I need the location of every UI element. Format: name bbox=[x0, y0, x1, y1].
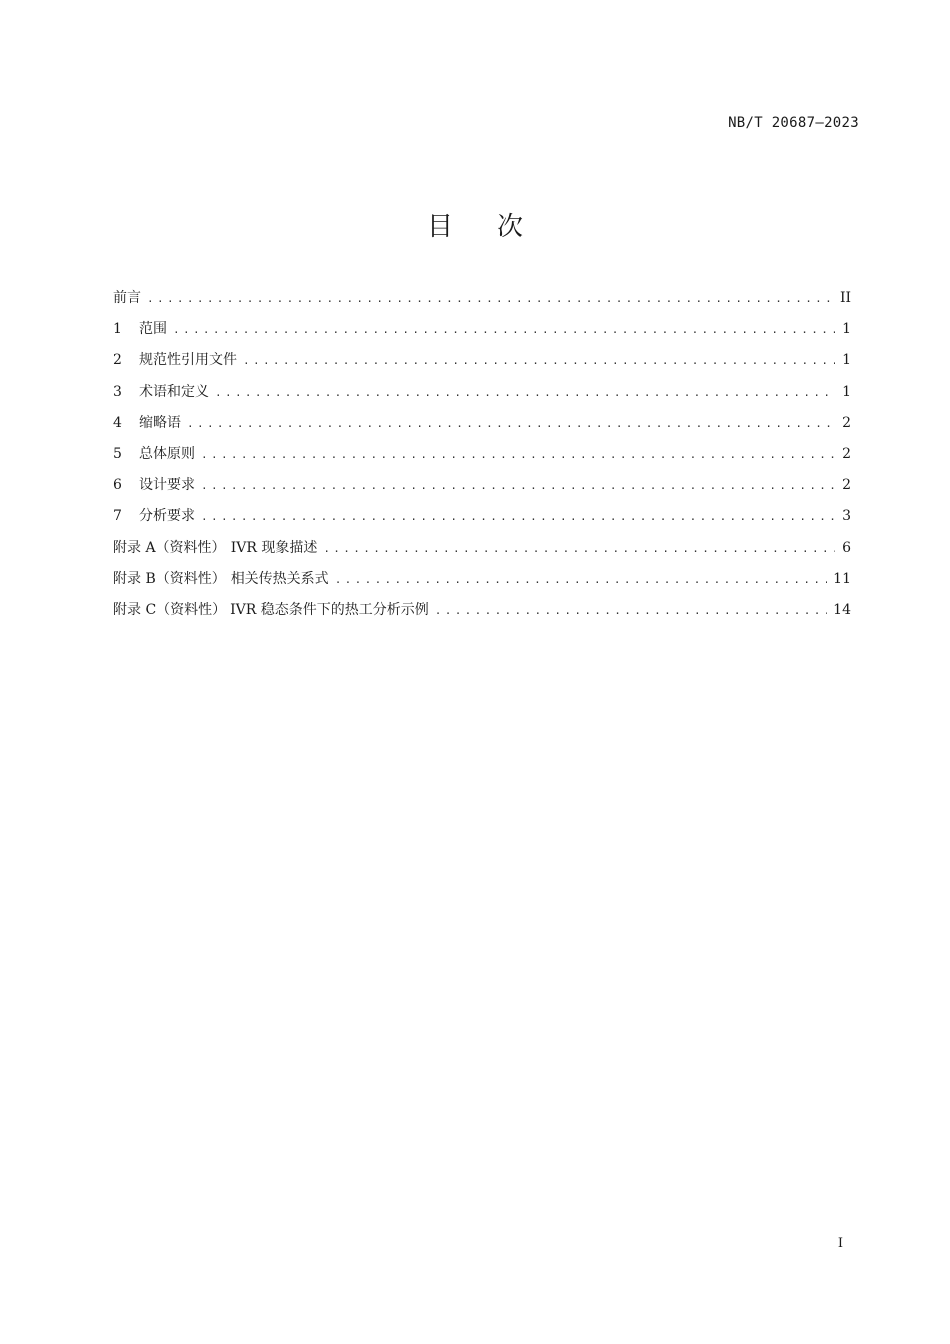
toc-entry-label: 总体原则 bbox=[139, 445, 195, 462]
toc-page-number: 3 bbox=[842, 508, 851, 525]
toc-entry-number: 4 bbox=[113, 414, 122, 431]
toc-entry-5[interactable] bbox=[113, 439, 851, 470]
toc-entry-label: IVR 稳态条件下的热工分析示例 bbox=[230, 601, 429, 618]
toc-annex-prefix: 附录 A（资料性） bbox=[113, 539, 226, 556]
toc-leader-dots bbox=[147, 283, 834, 314]
toc-entry-number: 2 bbox=[113, 352, 122, 369]
toc-entry-label: IVR 现象描述 bbox=[230, 539, 318, 556]
page-number: I bbox=[837, 1236, 843, 1251]
toc-leader-dots bbox=[201, 470, 835, 501]
toc-leader-dots bbox=[201, 501, 835, 532]
toc-leader-dots bbox=[201, 439, 835, 470]
toc-entry-number: 3 bbox=[113, 383, 122, 400]
toc-entry-number: 7 bbox=[113, 508, 122, 525]
toc-page-number: 2 bbox=[842, 445, 851, 462]
toc-entry-7[interactable] bbox=[113, 501, 851, 532]
toc-entry-foreword[interactable] bbox=[113, 283, 851, 314]
toc-entry-label: 规范性引用文件 bbox=[139, 352, 237, 369]
toc-entry-annex-c[interactable] bbox=[113, 595, 851, 626]
toc-entry-label: 范围 bbox=[139, 321, 167, 338]
table-of-contents bbox=[113, 283, 851, 626]
toc-entry-4[interactable] bbox=[113, 408, 851, 439]
toc-page-number: II bbox=[839, 290, 851, 306]
toc-leader-dots bbox=[323, 533, 835, 564]
toc-page-number: 11 bbox=[833, 570, 851, 587]
toc-entry-label: 相关传热关系式 bbox=[230, 570, 329, 587]
standard-number: NB/T 20687—2023 bbox=[728, 115, 859, 131]
toc-page-number: 6 bbox=[842, 539, 851, 556]
toc-leader-dots bbox=[243, 345, 835, 376]
toc-leader-dots bbox=[173, 314, 835, 345]
toc-annex-prefix: 附录 B（资料性） bbox=[113, 570, 226, 587]
toc-entry-label: 分析要求 bbox=[139, 508, 195, 525]
page-title bbox=[0, 206, 950, 243]
toc-entry-3[interactable] bbox=[113, 377, 851, 408]
toc-page-number: 1 bbox=[842, 383, 851, 400]
toc-page-number: 2 bbox=[842, 414, 851, 431]
toc-entry-number: 5 bbox=[113, 445, 122, 462]
toc-annex-prefix: 附录 C（资料性） bbox=[113, 601, 227, 618]
toc-entry-label: 缩略语 bbox=[139, 414, 181, 431]
title-char-2: 次 bbox=[497, 212, 524, 242]
toc-entry-label: 设计要求 bbox=[139, 477, 195, 494]
toc-entry-number: 6 bbox=[113, 477, 122, 494]
toc-page-number: 2 bbox=[842, 477, 851, 494]
toc-entry-label: 前言 bbox=[113, 290, 141, 306]
toc-entry-2[interactable] bbox=[113, 345, 851, 376]
toc-entry-1[interactable] bbox=[113, 314, 851, 345]
toc-leader-dots bbox=[187, 408, 835, 439]
toc-page-number: 1 bbox=[842, 321, 851, 338]
toc-entry-annex-b[interactable] bbox=[113, 564, 851, 595]
toc-entry-annex-a[interactable] bbox=[113, 533, 851, 564]
toc-page-number: 14 bbox=[833, 601, 851, 618]
toc-entry-number: 1 bbox=[113, 321, 122, 338]
toc-leader-dots bbox=[435, 595, 827, 626]
toc-leader-dots bbox=[335, 564, 827, 595]
toc-entry-6[interactable] bbox=[113, 470, 851, 501]
toc-page-number: 1 bbox=[842, 352, 851, 369]
title-char-1: 目 bbox=[426, 212, 453, 242]
toc-entry-label: 术语和定义 bbox=[139, 383, 209, 400]
toc-leader-dots bbox=[215, 377, 835, 408]
